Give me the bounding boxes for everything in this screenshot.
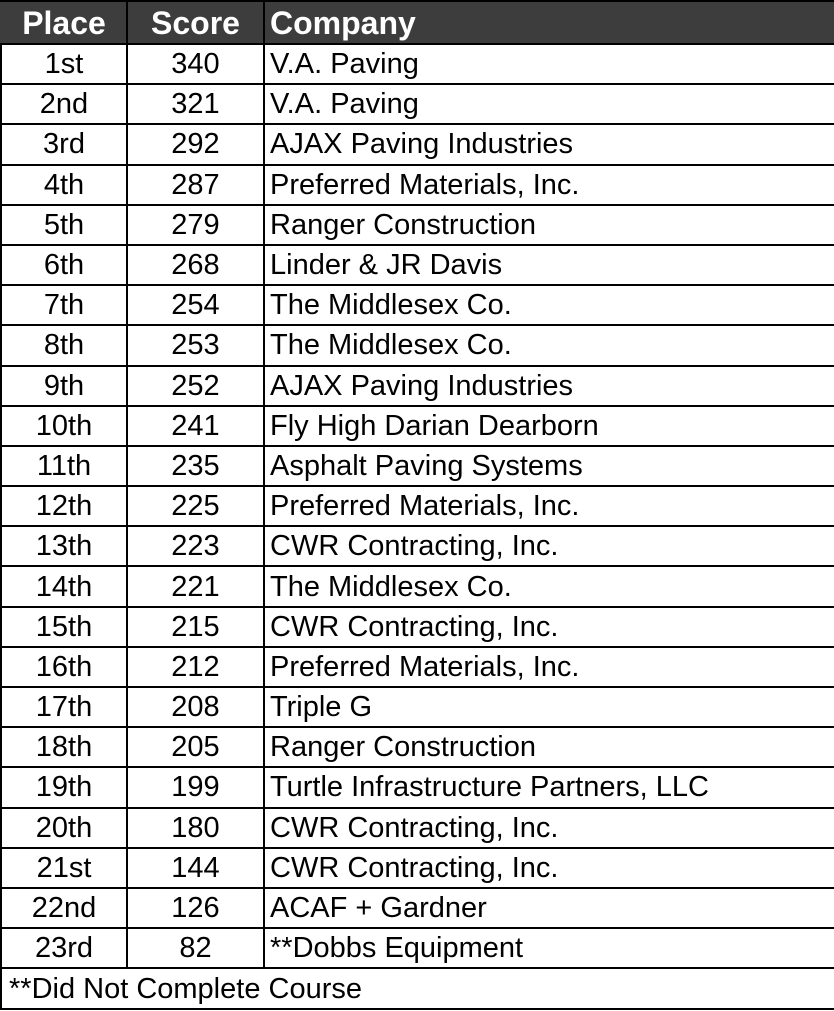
score-cell: 199	[127, 767, 264, 807]
table-row	[1, 607, 834, 647]
company-cell: Fly High Darian Dearborn	[264, 406, 834, 446]
place-cell: 10th	[1, 406, 127, 446]
table-header	[1, 1, 834, 44]
score-cell: 144	[127, 848, 264, 888]
company-cell: V.A. Paving	[264, 84, 834, 124]
table-row	[1, 767, 834, 807]
company-cell: The Middlesex Co.	[264, 285, 834, 325]
company-cell: **Dobbs Equipment	[264, 928, 834, 968]
table-body	[1, 44, 834, 968]
table-row	[1, 928, 834, 968]
company-cell: AJAX Paving Industries	[264, 366, 834, 406]
place-cell: 17th	[1, 687, 127, 727]
company-cell: Preferred Materials, Inc.	[264, 647, 834, 687]
score-cell: 82	[127, 928, 264, 968]
place-cell: 15th	[1, 607, 127, 647]
place-cell: 9th	[1, 366, 127, 406]
table-row	[1, 566, 834, 606]
place-cell: 11th	[1, 446, 127, 486]
company-cell: Preferred Materials, Inc.	[264, 486, 834, 526]
place-cell: 22nd	[1, 888, 127, 928]
table-row	[1, 406, 834, 446]
score-cell: 225	[127, 486, 264, 526]
company-cell: ACAF + Gardner	[264, 888, 834, 928]
score-cell: 292	[127, 124, 264, 164]
score-cell: 321	[127, 84, 264, 124]
place-cell: 8th	[1, 325, 127, 365]
score-cell: 223	[127, 526, 264, 566]
place-cell: 1st	[1, 44, 127, 84]
footnote-row	[1, 968, 834, 1009]
score-cell: 268	[127, 245, 264, 285]
score-cell: 254	[127, 285, 264, 325]
score-cell: 253	[127, 325, 264, 365]
company-cell: V.A. Paving	[264, 44, 834, 84]
column-header-company: Company	[264, 1, 834, 44]
place-cell: 3rd	[1, 124, 127, 164]
table-row	[1, 848, 834, 888]
company-cell: CWR Contracting, Inc.	[264, 848, 834, 888]
company-cell: Turtle Infrastructure Partners, LLC	[264, 767, 834, 807]
table-row	[1, 647, 834, 687]
company-cell: CWR Contracting, Inc.	[264, 808, 834, 848]
score-cell: 279	[127, 205, 264, 245]
company-cell: The Middlesex Co.	[264, 566, 834, 606]
company-cell: AJAX Paving Industries	[264, 124, 834, 164]
column-header-place: Place	[1, 1, 127, 44]
column-header-score: Score	[127, 1, 264, 44]
table-row	[1, 124, 834, 164]
company-cell: Ranger Construction	[264, 205, 834, 245]
score-cell: 212	[127, 647, 264, 687]
table-row	[1, 165, 834, 205]
place-cell: 19th	[1, 767, 127, 807]
table-row	[1, 84, 834, 124]
company-cell: Asphalt Paving Systems	[264, 446, 834, 486]
score-cell: 126	[127, 888, 264, 928]
score-cell: 208	[127, 687, 264, 727]
score-cell: 205	[127, 727, 264, 767]
place-cell: 23rd	[1, 928, 127, 968]
table-row	[1, 687, 834, 727]
score-cell: 215	[127, 607, 264, 647]
place-cell: 6th	[1, 245, 127, 285]
place-cell: 4th	[1, 165, 127, 205]
place-cell: 14th	[1, 566, 127, 606]
place-cell: 13th	[1, 526, 127, 566]
company-cell: Triple G	[264, 687, 834, 727]
table-row	[1, 446, 834, 486]
company-cell: Linder & JR Davis	[264, 245, 834, 285]
table-row	[1, 486, 834, 526]
score-cell: 180	[127, 808, 264, 848]
score-cell: 340	[127, 44, 264, 84]
score-cell: 235	[127, 446, 264, 486]
table-row	[1, 285, 834, 325]
table-row	[1, 44, 834, 84]
table-row	[1, 366, 834, 406]
score-cell: 221	[127, 566, 264, 606]
table-row	[1, 808, 834, 848]
place-cell: 18th	[1, 727, 127, 767]
table-row	[1, 888, 834, 928]
company-cell: Preferred Materials, Inc.	[264, 165, 834, 205]
place-cell: 20th	[1, 808, 127, 848]
table-row	[1, 205, 834, 245]
table-row	[1, 245, 834, 285]
table-row	[1, 526, 834, 566]
table-footer	[1, 968, 834, 1009]
place-cell: 2nd	[1, 84, 127, 124]
place-cell: 7th	[1, 285, 127, 325]
score-cell: 241	[127, 406, 264, 446]
company-cell: Ranger Construction	[264, 727, 834, 767]
header-row	[1, 1, 834, 44]
company-cell: The Middlesex Co.	[264, 325, 834, 365]
place-cell: 21st	[1, 848, 127, 888]
score-cell: 287	[127, 165, 264, 205]
score-cell: 252	[127, 366, 264, 406]
table-row	[1, 325, 834, 365]
place-cell: 5th	[1, 205, 127, 245]
table-row	[1, 727, 834, 767]
footnote: **Did Not Complete Course	[1, 968, 834, 1009]
place-cell: 12th	[1, 486, 127, 526]
place-cell: 16th	[1, 647, 127, 687]
company-cell: CWR Contracting, Inc.	[264, 607, 834, 647]
company-cell: CWR Contracting, Inc.	[264, 526, 834, 566]
